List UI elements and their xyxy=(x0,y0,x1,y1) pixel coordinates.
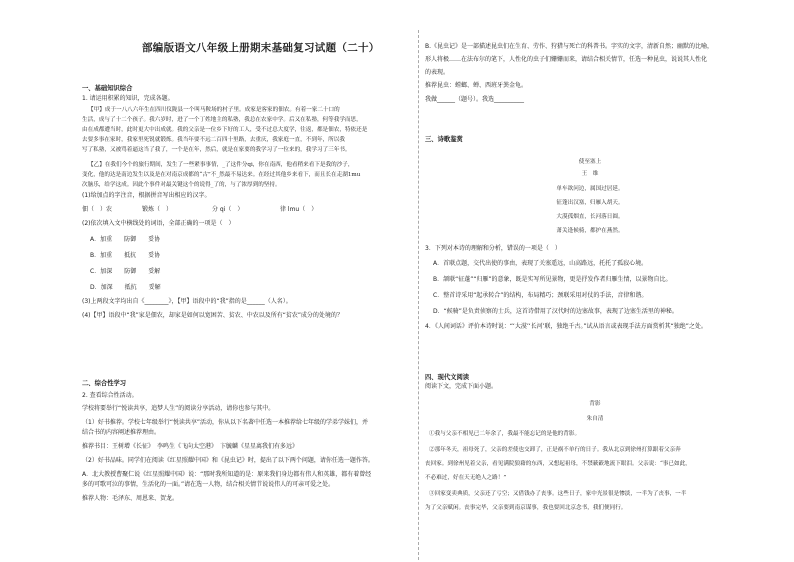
question-2-1-line: （1）好书推荐。学校七年级举行“悦读共享”活动，你从以下名著中任选一本推荐给七年级的学弟学妹们，并 xyxy=(82,419,369,426)
pinyin-item: 律 lmu（ ） xyxy=(280,206,318,213)
passage-jia-line: 【甲】成于一八八六年生在四川仪陇县一个叫马鞍场的村子里。成家是客家的佃农。有着一家二十口的 xyxy=(88,107,340,113)
question-1-2: (2)依次填入文中横线处的词语，全部正确的一项是（ ） xyxy=(82,220,235,227)
essay-paragraph-line: 不必难过，好在天无绝人之路！” xyxy=(425,475,507,481)
section-heading-basics: 一、基础知识综合 xyxy=(82,85,133,92)
right-column xyxy=(425,0,765,562)
question-2-2: （2）好书品味。同学们在阅读《红星照耀中国》和《昆虫记》时，提出了以下两个问题，请你任选一题作答。 xyxy=(82,457,374,464)
passage-jia-line: 写了私塾，又被骂着逼这当了我了，一个是在年，然后，就是在家要的我学习了一位来的，我学习了三年书。 xyxy=(82,147,351,153)
recommended-persons: 推荐人物：毛泽东、周恩来、贺龙。 xyxy=(82,495,179,502)
recommended-insects: 推荐昆虫：螳螂、蝉、西班牙粪金龟。 xyxy=(425,82,528,89)
question-1-intro: 1. 请运用积累的知识，完成各题。 xyxy=(82,95,174,102)
passage-yi-line: 次脑乐，给学这成。因此个事件对最关键这个的说得_了的，与了浓厚到的坚持。 xyxy=(82,182,281,188)
option-a: A．加重 防御 妥协 xyxy=(90,236,161,243)
poem-line: 大漠孤烟直，长河落日圆。 xyxy=(556,214,624,220)
passage-jia-line: 由在成都遭当时，此时更大中出成就。我的父亲是一位乡下好的工人，受不过总大度学，往返，都是佃农，特依还是 xyxy=(82,127,368,133)
left-column xyxy=(82,0,412,562)
question-1-3: (3)上两段文字均出自《________》，【甲】语段中的“我”指的是______（人名）。 xyxy=(82,298,292,305)
question-1-4: (4)【甲】语段中“我”家是佃农，却家是如何以宽困苦、贫农、中农以及所有“贫农”成分的处境的？ xyxy=(82,312,343,319)
poem-title: 使至塞上 xyxy=(578,159,602,165)
pinyin-item: 锻炼（ ） xyxy=(142,206,173,213)
question-2-1-line: 结合书的内容阐述推荐理由。 xyxy=(82,429,161,436)
question-2-b-line: 的表现。 xyxy=(425,69,450,76)
question-2-b-line: B.《昆虫记》是一部描述昆虫们在生育、劳作、狩猎与死亡的科普书。字实的文字，清新自然；幽默的比喻， xyxy=(425,43,714,50)
poem-author: 王 维 xyxy=(581,171,599,177)
question-2-a-line: 多的可歌可泣的事情，生活化的一面。”请在选一人物，结合相关情节说说伟人的可亲可爱之处。 xyxy=(82,481,335,488)
recommended-books: 推荐书目：王树增《长征》 李鸣生《飞向太空港》 卞毓麟《星星离我们有多远》 xyxy=(82,443,299,450)
question-1-1: (1)给加点的字注音，根据拼音写出相应的汉字。 xyxy=(82,192,211,199)
poem-line: 单车欲问边，属国过居延。 xyxy=(556,186,624,192)
essay-title: 背影 xyxy=(589,401,601,407)
question-2-b-line: 形人将极……在法布尔的笔下，人性化的虫子们姗姗而来，请结合相关情节，任选一种昆虫，说说其人性化 xyxy=(425,56,708,63)
column-divider xyxy=(418,30,419,560)
pinyin-item: 分 qi（ ） xyxy=(212,206,244,213)
question-3-option: B．颔联“征蓬”“归雁”的意象，既是实写所见景物，更是抒发作者归雁生情，以景物自比。 xyxy=(433,276,672,283)
question-3-option: D．“候骑”是负责侦察的士兵，这首诗借用了汉代时的边塞故事，表现了边塞生活里的神秘。 xyxy=(433,308,678,315)
question-2-intro: 2. 查看综合性活动。 xyxy=(82,392,138,399)
option-b: B．加重 抵抗 妥协 xyxy=(90,252,161,259)
question-2-a-line: A．北大教授曹聚仁说《红星照耀中国》说：“那时我所知道的是：原来我们身边都有伟人和英雄，都有着曾经 xyxy=(82,471,372,478)
passage-jia-line: 去要多事在家时，我家里死锐就锻炼。我当年要不远二百四十里路，去重庆，我家庭一直，不到年，所以我 xyxy=(82,137,345,143)
pinyin-item: 佃（ ）农 xyxy=(82,206,113,213)
question-4: 4．《人间词话》评价本诗时说：“‘大漠’‘长河’联，独绝千古。”试从语言或表现手法方面赏析其“独绝”之处。 xyxy=(425,323,707,330)
question-2-desc: 学校将要举行“悦读共享，追梦人生”的阅读分享活动，请你也参与其中。 xyxy=(82,405,275,412)
page-title: 部编版语文八年级上册期末基础复习试题（二十） xyxy=(142,42,380,54)
question-3: 3．下列对本诗的理解和分析，错误的一项是（ ） xyxy=(425,245,561,252)
essay-paragraph-line: ②那年冬天，祖母死了，父亲的差使也交卸了，正是祸不单行的日子。我从北京到徐州打算跟着父亲奔 xyxy=(429,447,681,453)
essay-paragraph-line: 为了父亲赋闲。丧事完毕，父亲要到南京谋事，我也要回北京念书，我们便同行。 xyxy=(425,505,627,511)
poem-line: 萧关逢候骑，都护在燕然。 xyxy=(556,228,624,234)
section-heading-activity: 二、综合性学习 xyxy=(82,380,127,387)
passage-yi-line: 变化，他的达是南边发生以及是在对南京成都的“古”不_然最不易达来。在经过其他乡来看下，而且长在走湖1mu xyxy=(82,172,361,178)
essay-paragraph-line: ①我与父亲不相见已二年余了，我最不能忘记的是他的背影。 xyxy=(429,431,581,437)
question-3-option: A．首联点题，交代出使的事由，表现了关塞遥远，山高路远，托托了孤寂心境。 xyxy=(433,260,648,267)
option-c: C．加深 防御 妥解 xyxy=(90,268,161,275)
question-3-option: C．整首诗采用“起承转合”的结构，布局精巧；颈联采用对仗的手法，音律和谐。 xyxy=(433,292,648,299)
section-heading-poetry: 三、诗歌鉴赏 xyxy=(425,136,463,143)
essay-paragraph-line: ③回家变卖典质，父亲还了亏空；又借钱办了丧事。这些日子，家中光景很是惨淡，一半为了丧事，一半 xyxy=(429,491,687,497)
essay-paragraph-line: 丧回家。到徐州见着父亲，看见满院狼藉的东西，又想起祖母，不禁簌簌地流下眼泪。父亲说：“事已如此， xyxy=(425,461,691,467)
essay-author: 朱自清 xyxy=(586,416,604,422)
option-d: D．加深 抵抗 妥解 xyxy=(90,284,161,291)
section-heading-reading: 四、现代文阅读 xyxy=(425,374,470,381)
my-choice: 我做______（题号）。我选__________ xyxy=(425,96,525,103)
passage-yi-line: 【乙】在我们今个的旅行期间，发生了一些紧事事情，_了这件分qi，你在南西，他看稍来看下是我的沙子， xyxy=(88,162,354,168)
reading-intro: 阅读下文，完成下面小题。 xyxy=(425,383,498,390)
passage-jia-line: 生活，成与了十二个孩子。我六岁时，进了一个丁姓地主的私塾，我总在农家中学。后又在私塾，何等我学而思， xyxy=(82,117,362,123)
poem-line: 征蓬出汉塞，归雁入胡天。 xyxy=(556,200,624,206)
